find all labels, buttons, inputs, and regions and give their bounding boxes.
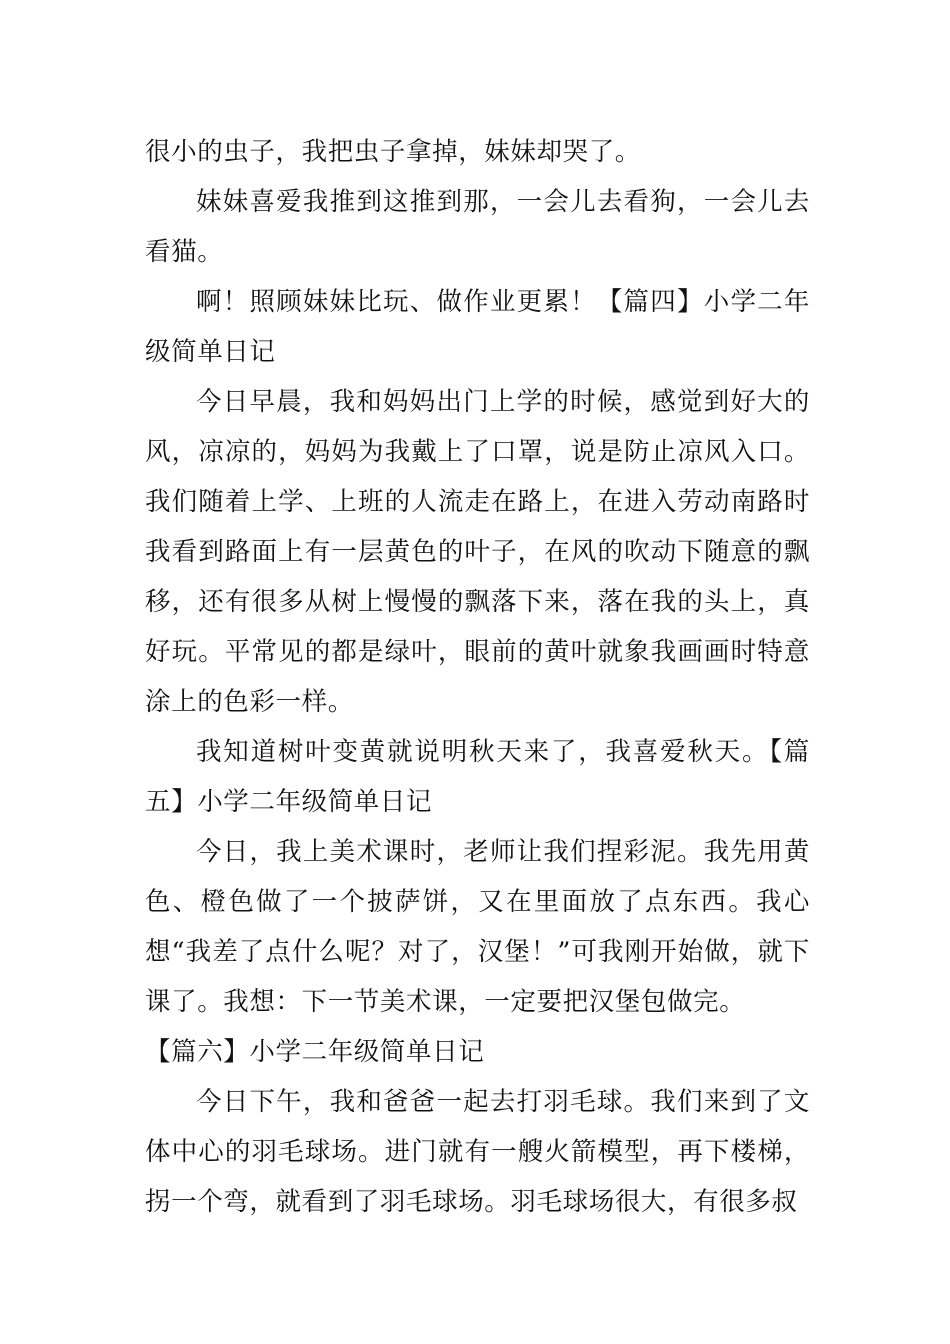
document-body (145, 127, 810, 1227)
paragraph: 我知道树叶变黄就说明秋天来了，我喜爱秋天。【篇五】小学二年级简单日记 (145, 737, 810, 817)
paragraph-continuation: 很小的虫子，我把虫子拿掉，妹妹却哭了。 (145, 137, 641, 167)
paragraph: 今日早晨，我和妈妈出门上学的时候，感觉到好大的风，凉凉的，妈妈为我戴上了口罩，说是防止凉风入口。我们随着上学、上班的人流走在路上，在进入劳动南路时我看到路面上有一层黄色的叶子，在风的吹动下随意的飘移，还有很多从树上慢慢的飘落下来，落在我的头上，真好玩。平常见的都是绿叶，眼前的黄叶就象我画画时特意涂上的色彩一样。 (145, 387, 810, 717)
section-heading: 【篇六】小学二年级简单日记 (145, 1037, 485, 1067)
paragraph: 今日，我上美术课时，老师让我们捏彩泥。我先用黄色、橙色做了一个披萨饼，又在里面放了点东西。我心想“我差了点什么呢？对了，汉堡！”可我刚开始做，就下课了。我想：下一节美术课，一定要把汉堡包做完。 (145, 837, 810, 1017)
paragraph: 今日下午，我和爸爸一起去打羽毛球。我们来到了文体中心的羽毛球场。进门就有一艘火箭模型，再下楼梯，拐一个弯，就看到了羽毛球场。羽毛球场很大，有很多叔 (145, 1087, 810, 1217)
paragraph: 啊！照顾妹妹比玩、做作业更累！【篇四】小学二年级简单日记 (145, 287, 810, 367)
paragraph: 妹妹喜爱我推到这推到那，一会儿去看狗，一会儿去看猫。 (145, 187, 810, 267)
